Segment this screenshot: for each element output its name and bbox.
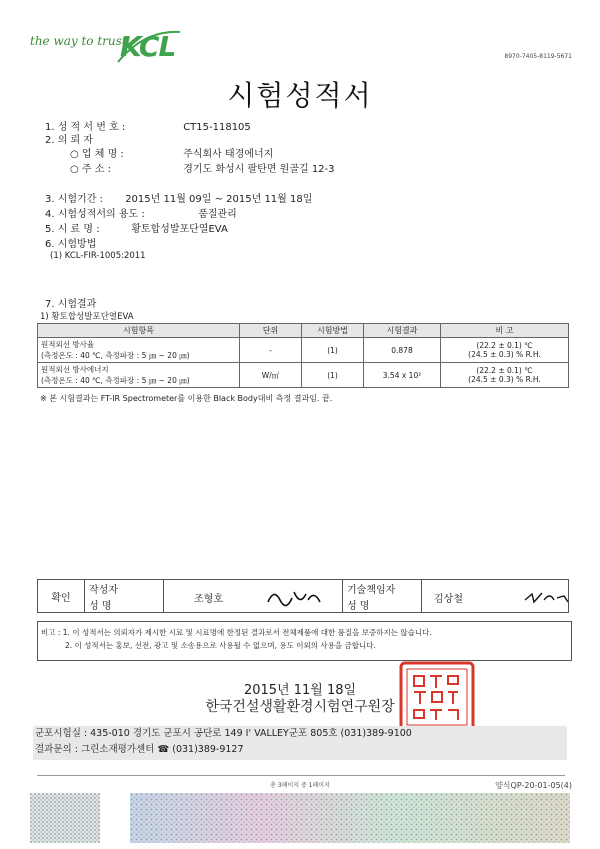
item-condition: (측정온도 : 40 ℃, 측정파장 : 5 ㎛ ~ 20 ㎛): [41, 376, 190, 385]
tech-name: 김상철: [434, 594, 463, 605]
company-row: [70, 145, 273, 160]
usage-row: [45, 205, 237, 220]
remarks-box: [37, 621, 572, 661]
table-row: [38, 363, 569, 388]
note-cell: [441, 338, 569, 363]
institute-name: 한국건설생활환경시험연구원장: [205, 699, 395, 715]
issue-date: 2015년 11월 18일: [243, 683, 357, 698]
sample-label: 5. 시 료 명 :: [45, 224, 100, 235]
remark-line-2: 2. 이 성적서는 홍보, 선전, 광고 및 소송용으로 사용될 수 없으며, 용도 이외의 사용을 금합니다.: [65, 641, 376, 650]
usage-value: 품질관리: [198, 209, 237, 220]
remark-line-1: 비고 : 1. 이 성적서는 의뢰자가 제시한 시료 및 시료명에 한정된 결과로서 전체제품에 대한 품질을 보증하지는 않습니다.: [41, 628, 432, 637]
writer-signature: [264, 584, 324, 610]
hologram-strip-icon: [130, 793, 570, 843]
client-label: 2. 의 뢰 자: [45, 135, 94, 146]
note-cell: [441, 363, 569, 388]
sample-value: 황토합성발포단열EVA: [131, 224, 228, 235]
tagline: the way to trust: [30, 34, 127, 48]
contact-box: [33, 726, 567, 760]
writer-name: 조형호: [194, 594, 223, 605]
official-seal-icon: [398, 660, 476, 734]
table-footnote: ※ 본 시험결과는 FT-IR Spectrometer를 이용한 Black Body대비 측정 결과임. 끝.: [40, 394, 333, 403]
unit-cell: -: [240, 338, 302, 363]
page-info: 총 3페이지 중 1페이지: [270, 782, 330, 789]
method-value: (1) KCL-FIR-1005:2011: [50, 251, 146, 261]
writer-label-name: 성 명: [85, 596, 164, 613]
item-condition: (측정온도 : 40 ℃, 측정파장 : 5 ㎛ ~ 20 ㎛): [41, 351, 190, 360]
tech-label: 기술책임자: [343, 580, 422, 597]
method-cell: (1): [302, 338, 364, 363]
method-label: 6. 시험방법: [45, 239, 97, 250]
sample-row: [45, 220, 228, 235]
header-unit: 단위: [240, 324, 302, 338]
writer-sign-cell: [164, 580, 343, 613]
note-humidity: (24.5 ± 0.3) % R.H.: [468, 375, 541, 384]
usage-label: 4. 시험성적서의 용도 :: [45, 209, 145, 220]
confirm-label: 확인: [38, 580, 85, 613]
result-cell: 0.878: [364, 338, 441, 363]
header-item: 시험항목: [38, 324, 240, 338]
signature-table: [37, 579, 569, 613]
period-row: [45, 190, 312, 205]
writer-label: 작성자: [85, 580, 164, 597]
hologram-pattern-icon: [30, 793, 100, 843]
header-result: 시험결과: [364, 324, 441, 338]
table-header-row: [38, 324, 569, 338]
cert-no-value: CT15-118105: [183, 122, 251, 133]
tech-sign-cell: [422, 580, 569, 613]
company-label: ○ 업 체 명 :: [70, 149, 124, 160]
company-value: 주식회사 태경에너지: [183, 149, 274, 160]
note-temp: (22.2 ± 0.1) ℃: [476, 341, 533, 350]
result-label: 7. 시험결과: [45, 299, 97, 310]
unit-cell: W/㎡: [240, 363, 302, 388]
header-note: 비 고: [441, 324, 569, 338]
address-row: [70, 160, 335, 175]
kcl-logo: [120, 28, 182, 64]
period-value: 2015년 11월 09일 ~ 2015년 11월 18일: [125, 194, 313, 205]
method-cell: (1): [302, 363, 364, 388]
item-name: 원적외선 방사에너지: [41, 365, 109, 374]
footer-divider: [37, 775, 565, 776]
header-method: 시험방법: [302, 324, 364, 338]
address-label: ○ 주 소 :: [70, 164, 111, 175]
contact-inquiry: 결과문의 : 그린소재평가센터 ☎ (031)389-9127: [35, 744, 244, 755]
item-cell: [38, 363, 240, 388]
table-row: [38, 338, 569, 363]
logo-text: KCL: [120, 30, 176, 63]
period-label: 3. 시험기간 :: [45, 194, 103, 205]
tech-label-name: 성 명: [343, 596, 422, 613]
note-temp: (22.2 ± 0.1) ℃: [476, 366, 533, 375]
address-value: 경기도 화성시 팔탄면 원골길 12-3: [183, 164, 335, 175]
tech-signature: [522, 588, 572, 608]
result-cell: 3.54 x 10²: [364, 363, 441, 388]
document-number: 8970-7405-8119-5671: [504, 53, 572, 60]
item-name: 원적외선 방사율: [41, 340, 95, 349]
page-title: 시험성적서: [227, 79, 373, 112]
contact-lab: 군포시험실 : 435-010 경기도 군포시 공단로 149 I' VALLEY군포 805호 (031)389-9100: [35, 728, 412, 739]
item-cell: [38, 338, 240, 363]
result-sub: 1) 황토합성발포단열EVA: [40, 312, 134, 322]
results-table: [37, 323, 569, 388]
form-number: 양식QP-20-01-05(4): [495, 781, 572, 790]
cert-no-label: 1. 성 적 서 번 호 :: [45, 122, 126, 133]
note-humidity: (24.5 ± 0.3) % R.H.: [468, 350, 541, 359]
